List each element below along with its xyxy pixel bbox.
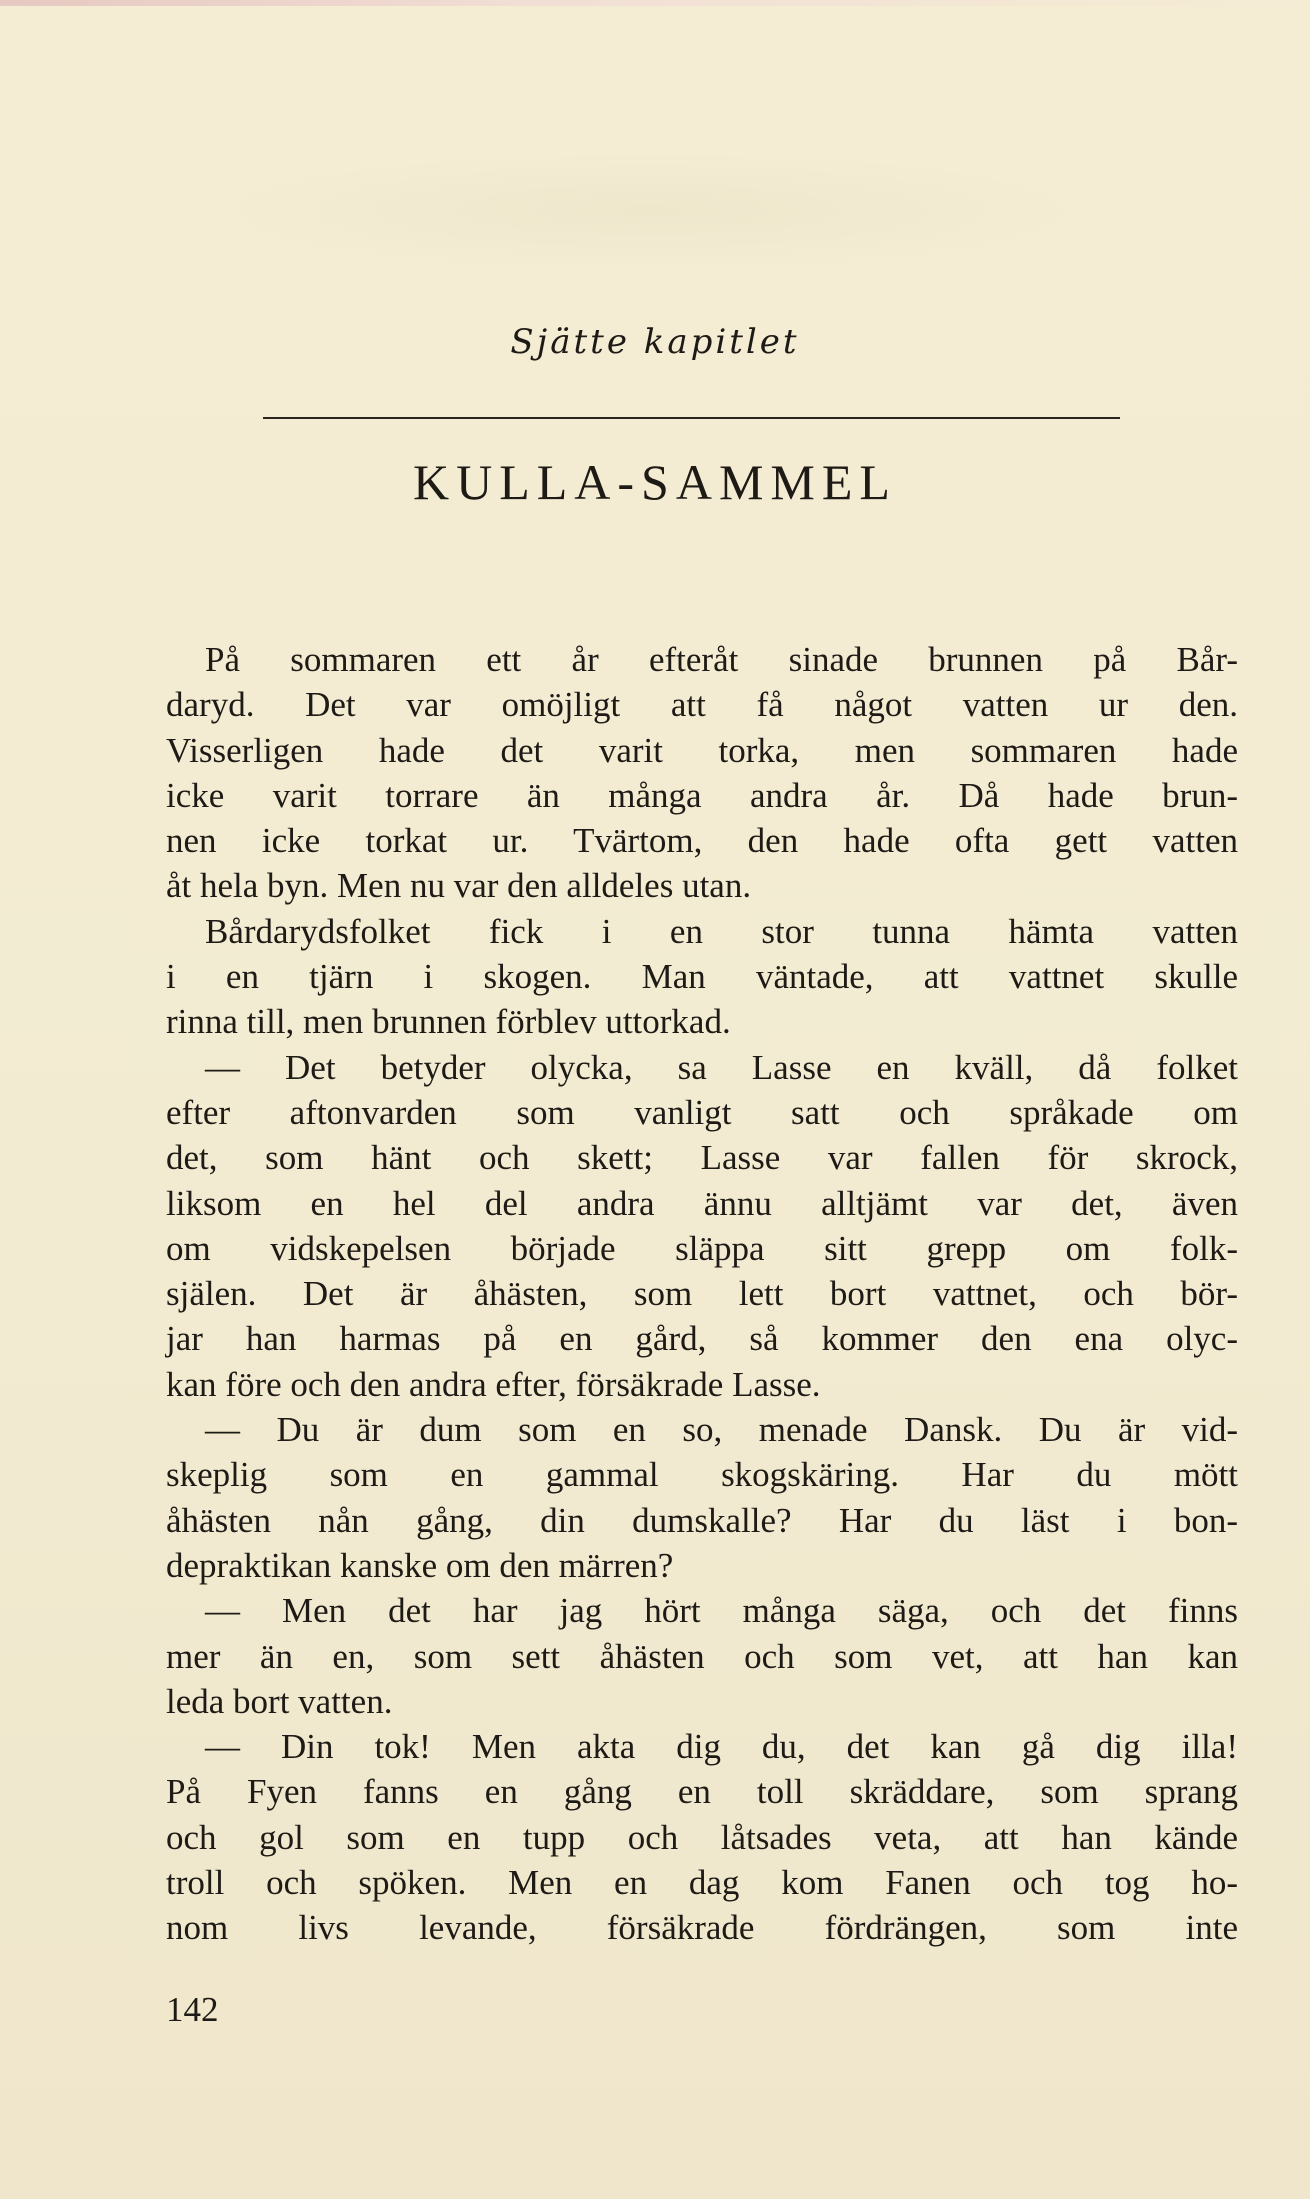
text-line: På Fyen fanns en gång en toll skräddare, som sprang: [166, 1772, 1238, 1812]
text-line: jar han harmas på en gård, så kommer den ena olyc-: [166, 1319, 1238, 1359]
title-rule: [263, 417, 1120, 419]
text-line: leda bort vatten.: [166, 1681, 393, 1721]
text-line: åt hela byn. Men nu var den alldeles utan.: [166, 866, 752, 906]
text-line: efter aftonvarden som vanligt satt och språkade om: [166, 1092, 1238, 1132]
text-line: — Du är dum som en so, menade Dansk. Du är vid-: [205, 1410, 1238, 1450]
text-line: nen icke torkat ur. Tvärtom, den hade ofta gett vatten: [166, 821, 1238, 861]
chapter-subtitle: Sjätte kapitlet: [510, 322, 800, 362]
text-line: daryd. Det var omöjligt att få något vatten ur den.: [166, 685, 1238, 725]
text-line: åhästen nån gång, din dumskalle? Har du läst i bon-: [166, 1500, 1238, 1540]
text-line: Bårdarydsfolket fick i en stor tunna hämta vatten: [205, 911, 1238, 951]
text-line: i en tjärn i skogen. Man väntade, att vattnet skulle: [166, 957, 1238, 997]
text-line: — Men det har jag hört många säga, och det finns: [205, 1591, 1238, 1631]
text-line: själen. Det är åhästen, som lett bort vattnet, och bör-: [166, 1274, 1238, 1314]
paper-stain: [200, 150, 1100, 270]
text-line: om vidskepelsen började släppa sitt grepp om folk-: [166, 1228, 1238, 1268]
text-line: nom livs levande, försäkrade fördrängen, som inte: [166, 1908, 1238, 1948]
text-line: depraktikan kanske om den märren?: [166, 1545, 674, 1585]
text-line: — Din tok! Men akta dig du, det kan gå dig illa!: [205, 1727, 1238, 1767]
body-text: [166, 637, 1238, 1951]
text-line: och gol som en tupp och låtsades veta, att han kände: [166, 1817, 1238, 1857]
page-number: 142: [166, 1990, 219, 2029]
text-line: det, som hänt och skett; Lasse var fallen för skrock,: [166, 1138, 1238, 1178]
text-line: mer än en, som sett åhästen och som vet, att han kan: [166, 1636, 1238, 1676]
text-line: troll och spöken. Men en dag kom Fanen och tog ho-: [166, 1863, 1238, 1903]
text-line: icke varit torrare än många andra år. Då hade brun-: [166, 775, 1238, 815]
text-line: På sommaren ett år efteråt sinade brunnen på Bår-: [205, 640, 1238, 679]
text-line: Visserligen hade det varit torka, men sommaren hade: [166, 730, 1238, 770]
chapter-title: KULLA-SAMMEL: [413, 454, 897, 510]
page-top-edge: [0, 0, 1310, 6]
text-line: rinna till, men brunnen förblev uttorkad.: [166, 1002, 731, 1042]
text-line: skeplig som en gammal skogskäring. Har du mött: [166, 1455, 1238, 1495]
text-line: liksom en hel del andra ännu alltjämt var det, även: [166, 1183, 1238, 1223]
text-line: kan före och den andra efter, försäkrade Lasse.: [166, 1364, 821, 1404]
text-line: — Det betyder olycka, sa Lasse en kväll, då folket: [205, 1047, 1238, 1087]
